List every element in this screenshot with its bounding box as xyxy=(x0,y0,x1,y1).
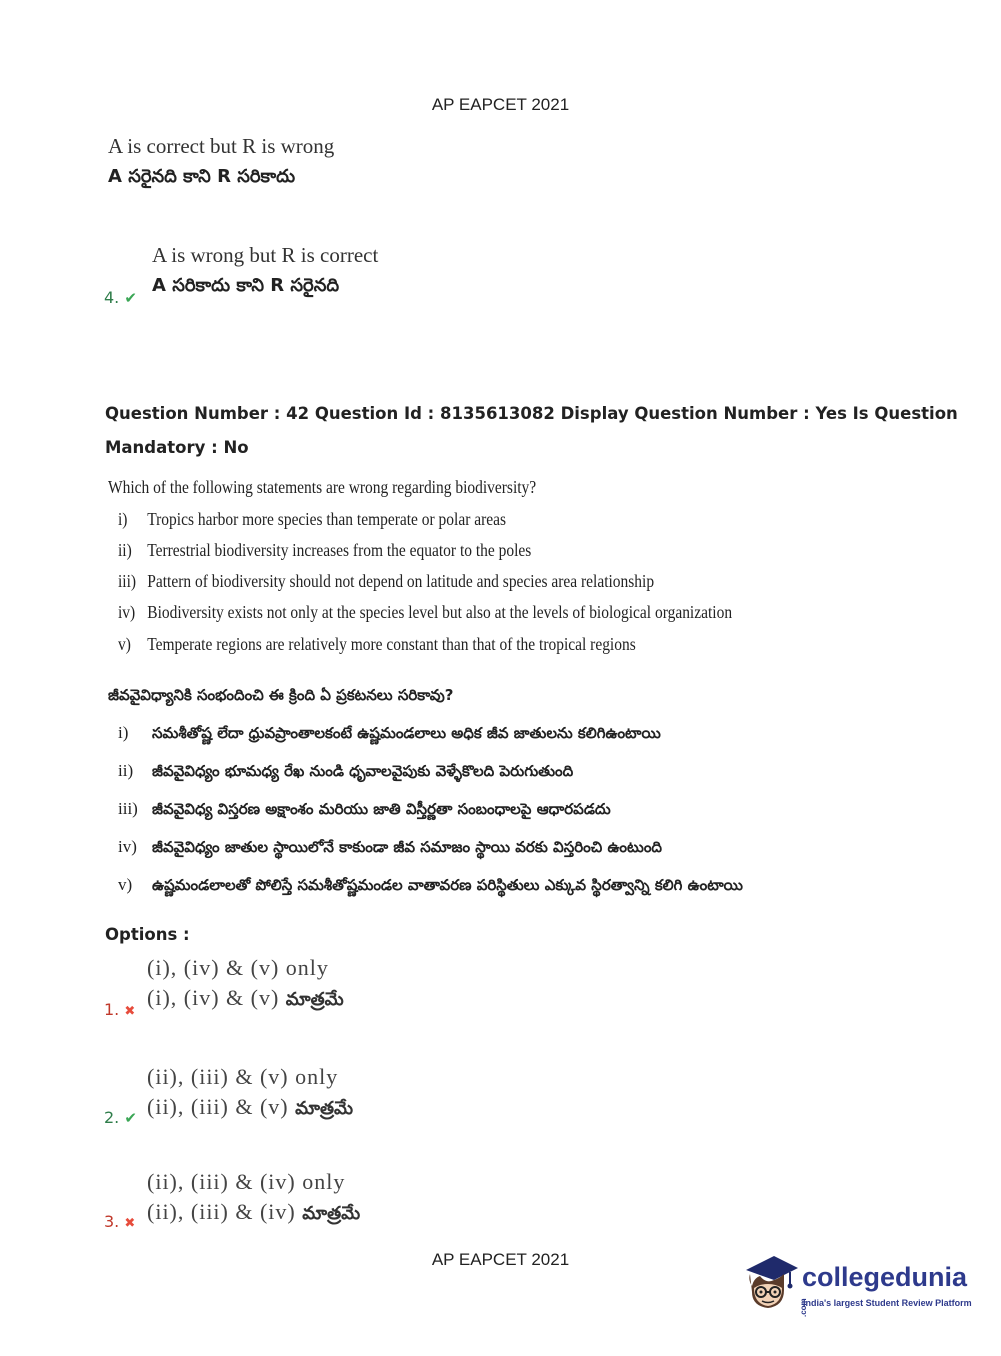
cross-icon: ✖ xyxy=(124,1004,136,1019)
prev-option-4-en: A is wrong but R is correct xyxy=(152,243,379,267)
page-footer: AP EAPCET 2021 xyxy=(431,1250,570,1269)
question-meta-line2: Mandatory : No xyxy=(105,438,249,457)
statement-te-5: v) ఉష్ణమండలాలతో పోలిస్తే సమశీతోష్ణమండల వాతావరణ పరిస్థితులు ఎక్కువ స్థిరత్వాన్ని కలిగి ఉంటాయి xyxy=(118,875,743,894)
statement-te-2: ii) జీవవైవిధ్యం భూమధ్య రేఖ నుండి ధృవాలవైపుకు వెళ్ళేకొలది పెరుగుతుంది xyxy=(118,761,574,780)
option-2-te: (ii), (iii) & (v) మాత్రమే xyxy=(147,1094,354,1119)
collegedunia-logo xyxy=(740,1250,970,1320)
statement-en-1: i) Tropics harbor more species than temperate or polar areas xyxy=(118,509,507,529)
option-2-en: (ii), (iii) & (v) only xyxy=(147,1064,339,1089)
option-3-marker xyxy=(104,1212,135,1231)
statement-te-3: iii) జీవవైవిధ్య విస్తరణ అక్షాంశం మరియు జాతి విస్తీర్ణతా సంబంధాలపై ఆధారపడదు xyxy=(118,799,611,818)
option-1-marker xyxy=(104,1000,135,1019)
statement-en-2: ii) Terrestrial biodiversity increases from the equator to the poles xyxy=(118,540,532,560)
prev-option-3-te: A సరైనది కాని R సరికాదు xyxy=(108,166,296,187)
question-stem-te: జీవవైవిధ్యానికి సంభందించి ఈ క్రింది ఏ ప్రకటనలు సరికావు? xyxy=(108,686,454,704)
logo-tagline: India's largest Student Review Platform xyxy=(803,1298,972,1308)
statement-en-4: iv) Biodiversity exists not only at the species level but also at the levels of biological organization xyxy=(118,602,733,622)
prev-option-3-en: A is correct but R is wrong xyxy=(108,134,335,158)
option-2-marker xyxy=(104,1108,137,1127)
prev-option-4-te: A సరికాదు కాని R సరైనది xyxy=(152,275,340,296)
statement-en-3: iii) Pattern of biodiversity should not depend on latitude and species area relationship xyxy=(118,571,655,591)
option-3-te: (ii), (iii) & (iv) మాత్రమే xyxy=(147,1199,361,1224)
statement-te-4: iv) జీవవైవిధ్యం జాతుల స్థాయిలోనే కాకుండా జీవ సమాజం స్థాయి వరకు విస్తరించి ఉంటుంది xyxy=(118,837,663,856)
option-2-number: 2. xyxy=(104,1108,120,1127)
check-icon: ✔ xyxy=(124,1109,137,1127)
option-1-en: (i), (iv) & (v) only xyxy=(147,955,329,980)
cross-icon: ✖ xyxy=(124,1216,136,1231)
option-1-te: (i), (iv) & (v) మాత్రమే xyxy=(147,985,344,1010)
prev-option-4-number: 4. xyxy=(104,288,120,307)
statement-en-5: v) Temperate regions are relatively more constant than that of the tropical regions xyxy=(118,634,636,654)
logo-wordmark: collegedunia.com xyxy=(799,1262,968,1317)
question-stem-en: Which of the following statements are wrong regarding biodiversity? xyxy=(108,477,537,497)
question-meta-line1: Question Number : 42 Question Id : 8135613082 Display Question Number : Yes Is Question xyxy=(105,404,958,423)
option-3-number: 3. xyxy=(104,1212,120,1231)
option-1-number: 1. xyxy=(104,1000,120,1019)
options-label: Options : xyxy=(105,925,190,944)
option-3-en: (ii), (iii) & (iv) only xyxy=(147,1169,346,1194)
mascot-icon xyxy=(740,1250,802,1314)
page-header: AP EAPCET 2021 xyxy=(431,95,570,114)
prev-option-4-marker xyxy=(104,288,137,307)
check-icon: ✔ xyxy=(124,289,137,307)
statement-te-1: i) సమశీతోష్ణ లేదా ధ్రువప్రాంతాలకంటే ఉష్ణమండలాలు అధిక జీవ జాతులను కలిగిఉంటాయి xyxy=(118,723,661,742)
